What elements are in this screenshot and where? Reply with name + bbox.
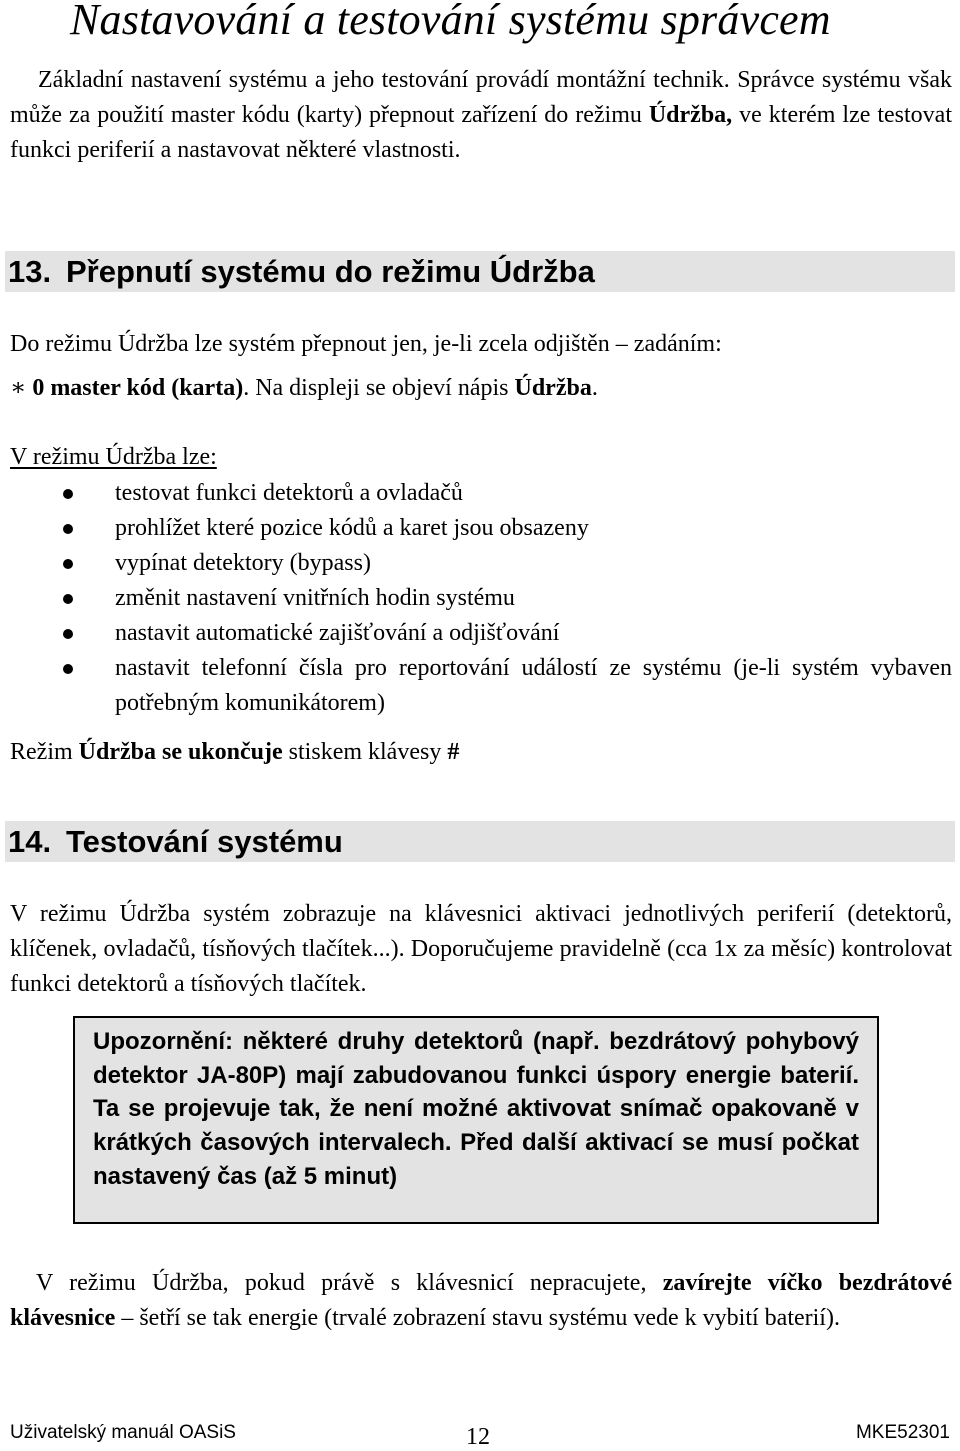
- intro-text-1: Základní nastavení systému a jeho testování provádí montážní technik. Správce systému však může za použití master kódu (karty) přepnout zařízení do režimu: [10, 67, 952, 128]
- section-14-number: 14.: [8, 824, 52, 859]
- section-13-title: Přepnutí systému do režimu Údržba: [66, 254, 595, 289]
- intro-text-2: ve kterém lze testovat funkci periferií a nastavovat některé vlastnosti.: [10, 102, 952, 163]
- list-heading: [10, 440, 217, 475]
- list-item-text: prohlížet které pozice kódů a karet jsou obsazeny: [115, 515, 589, 541]
- footer-manual-name: Uživatelský manuál OASiS: [10, 1422, 236, 1443]
- bullet-icon: [63, 629, 73, 639]
- udrzba-bold: Údržba: [514, 375, 592, 401]
- final-text-1: V režimu Údržba, pokud právě s klávesnicí nepracujete,: [36, 1270, 663, 1296]
- master-code-bold: 0 master kód (karta): [26, 375, 244, 401]
- star-symbol: ∗: [10, 375, 27, 401]
- list-heading-text: V režimu Údržba lze:: [10, 444, 217, 470]
- list-item-text: testovat funkci detektorů a ovladačů: [115, 480, 463, 506]
- bullet-icon: [63, 559, 73, 569]
- final-bold: zavírejte víčko bezdrátové klávesnice: [10, 1270, 952, 1331]
- bullet-icon: [63, 594, 73, 604]
- list-item: [10, 581, 952, 616]
- bullet-icon: [63, 524, 73, 534]
- section-13-number: 13.: [8, 254, 52, 289]
- feature-list: [10, 476, 952, 721]
- section-13-line-2: [10, 371, 598, 406]
- list-item: [10, 546, 952, 581]
- section-14-title: Testování systému: [66, 824, 343, 859]
- section-13-line-1: Do režimu Údržba lze systém přepnout jen, je-li zcela odjištěn – zadáním:: [10, 331, 722, 357]
- display-text: . Na displeji se objeví nápis: [243, 375, 515, 401]
- list-item: [10, 511, 952, 546]
- footer-document-code: MKE52301: [855, 1422, 950, 1443]
- intro-bold-udrzba: Údržba,: [648, 102, 733, 128]
- final-paragraph: [10, 1266, 952, 1336]
- list-item-text: nastavit automatické zajišťování a odjišťování: [115, 620, 560, 646]
- list-item: [10, 616, 952, 651]
- bullet-icon: [63, 489, 73, 499]
- list-item-text: nastavit telefonní čísla pro reportování událostí ze systému (je-li systém vybaven potřebným komunikátorem): [115, 655, 952, 716]
- final-text-2: – šetří se tak energie (trvalé zobrazení stavu systému vede k vybití baterií).: [115, 1305, 840, 1331]
- page-title: Nastavování a testování systému správcem: [70, 0, 831, 44]
- hash-key: #: [447, 739, 460, 765]
- list-item-text: vypínat detektory (bypass): [115, 550, 371, 576]
- list-item-text: změnit nastavení vnitřních hodin systému: [115, 585, 515, 611]
- mode-end-text-2: stiskem klávesy: [282, 739, 448, 765]
- list-item: [10, 476, 952, 511]
- intro-paragraph: [10, 63, 952, 168]
- footer-page-number: 12: [466, 1424, 490, 1450]
- mode-end-line: [10, 735, 459, 770]
- mode-end-text-1: Režim: [10, 739, 79, 765]
- section-14-heading: [5, 821, 955, 862]
- warning-box: Upozornění: některé druhy detektorů (např. bezdrátový pohybový detektor JA-80P) mají zabudovanou funkci úspory energie baterií. Ta se projevuje tak, že není možné aktivovat snímač opakovaně v krátkých časových intervalech. Před další aktivací se musí počkat nastavený čas (až 5 minut): [73, 1016, 879, 1224]
- list-item: [10, 651, 952, 721]
- section-13-heading: [5, 251, 955, 292]
- mode-end-bold: Údržba se ukončuje: [78, 739, 283, 765]
- bullet-icon: [63, 664, 73, 674]
- period: .: [591, 375, 598, 401]
- section-14-paragraph: V režimu Údržba systém zobrazuje na klávesnici aktivaci jednotlivých periferií (detektorů, klíčenek, ovladačů, tísňových tlačítek...). Doporučujeme pravidelně (cca 1x za měsíc) kontrolovat funkci detektorů a tísňových tlačítek.: [10, 901, 952, 997]
